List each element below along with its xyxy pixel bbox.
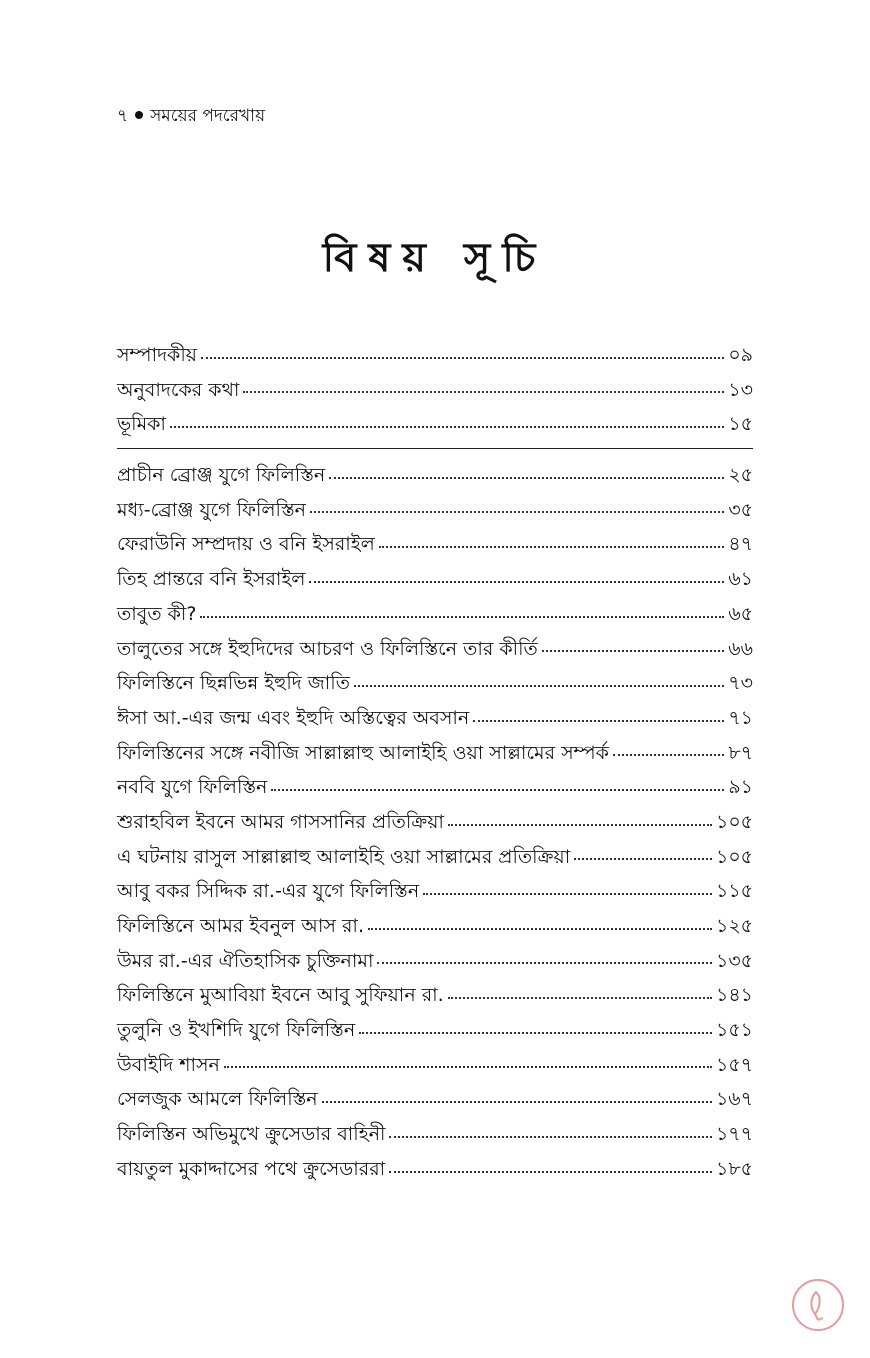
toc-entry-page: ৬১ bbox=[728, 568, 753, 591]
dot-leader bbox=[448, 997, 712, 999]
toc-entry bbox=[117, 770, 753, 805]
toc-entry-title: ফিলিস্তিনের সঙ্গে নবীজি সাল্লাল্লাহু আলাইহি ওয়া সাল্লামের সম্পর্ক bbox=[117, 741, 609, 764]
dot-leader bbox=[368, 928, 712, 930]
toc-entry-page: ১৮৫ bbox=[716, 1157, 753, 1180]
toc-entry-page: ১৩৫ bbox=[715, 949, 753, 972]
table-of-contents bbox=[117, 338, 753, 1187]
dot-leader bbox=[542, 650, 724, 652]
toc-entry-page: ৭৩ bbox=[728, 672, 753, 695]
dot-leader bbox=[224, 1066, 712, 1068]
dot-leader bbox=[448, 824, 712, 826]
toc-entry-page: ৮৭ bbox=[728, 741, 753, 764]
toc-entry bbox=[117, 840, 753, 875]
contents-title: বিষয় সূচি bbox=[322, 235, 548, 281]
dot-leader bbox=[423, 893, 712, 895]
toc-entry-title: তুলুনি ও ইখশিদি যুগে ফিলিস্তিন bbox=[117, 1019, 356, 1042]
toc-entry-title: ভূমিকা bbox=[117, 413, 166, 436]
dot-leader bbox=[389, 1136, 711, 1138]
toc-entry-title: ফেরাউনি সম্প্রদায় ও বনি ইসরাইল bbox=[117, 533, 375, 556]
toc-entry bbox=[117, 562, 753, 597]
feather-pen-logo-icon bbox=[791, 1278, 845, 1332]
toc-entry bbox=[117, 1152, 753, 1187]
toc-entry-page: ৬৬ bbox=[728, 637, 753, 660]
dot-leader bbox=[271, 789, 724, 791]
dot-leader bbox=[329, 477, 724, 479]
toc-entry-page: ১৫১ bbox=[716, 1019, 753, 1042]
dot-leader bbox=[200, 616, 724, 618]
dot-leader bbox=[613, 754, 724, 756]
toc-entry-title: বায়তুল মুকাদ্দাসের পথে ক্রুসেডাররা bbox=[117, 1157, 386, 1180]
toc-entry-title: তালুতের সঙ্গে ইহুদিদের আচরণ ও ফিলিস্তিনে তার কীর্তি bbox=[117, 637, 538, 660]
toc-entry-page: ৯১ bbox=[728, 776, 753, 799]
toc-entry bbox=[117, 373, 753, 408]
toc-entry-page: ১৫৭ bbox=[715, 1053, 753, 1076]
dot-leader bbox=[201, 357, 724, 359]
toc-entry-title: ফিলিস্তিনে ছিন্নভিন্ন ইহুদি জাতি bbox=[117, 672, 350, 695]
toc-entry-title: অনুবাদকের কথা bbox=[117, 378, 240, 401]
dot-leader bbox=[310, 511, 724, 513]
toc-entry bbox=[117, 1048, 753, 1083]
toc-entry bbox=[117, 944, 753, 979]
toc-entry bbox=[117, 978, 753, 1013]
toc-entry-page: ১৫ bbox=[728, 413, 753, 436]
toc-front-matter bbox=[117, 338, 753, 442]
toc-entry-title: প্রাচীন ব্রোঞ্জ যুগে ফিলিস্তিন bbox=[117, 464, 326, 487]
toc-entry-title: সম্পাদকীয় bbox=[117, 344, 197, 366]
dot-leader bbox=[359, 1032, 712, 1034]
toc-entry-page: ৭১ bbox=[728, 706, 753, 729]
toc-entry bbox=[117, 736, 753, 771]
toc-entry bbox=[117, 666, 753, 701]
toc-entry bbox=[117, 701, 753, 736]
toc-chapters bbox=[117, 458, 753, 1186]
dot-leader bbox=[389, 1171, 712, 1173]
toc-entry-title: ফিলিস্তিন অভিমুখে ক্রুসেডার বাহিনী bbox=[117, 1123, 386, 1146]
toc-entry bbox=[117, 874, 753, 909]
toc-entry-page: ১০৫ bbox=[715, 810, 753, 833]
dot-leader bbox=[379, 546, 724, 548]
toc-entry-page: ১৭৭ bbox=[715, 1123, 753, 1146]
running-header bbox=[117, 104, 265, 128]
toc-entry bbox=[117, 597, 753, 632]
toc-entry-page: ০৯ bbox=[728, 344, 753, 366]
header-page-number: ৭ bbox=[117, 106, 129, 126]
toc-entry-title: তাবুত কী? bbox=[117, 602, 197, 625]
toc-entry-title: শুরাহবিল ইবনে আমর গাসসানির প্রতিক্রিয়া bbox=[117, 810, 444, 833]
toc-entry bbox=[117, 1082, 753, 1117]
toc-divider bbox=[117, 448, 753, 449]
dot-leader bbox=[574, 858, 712, 860]
bullet-icon bbox=[135, 111, 143, 119]
toc-entry-page: ৩৫ bbox=[728, 498, 753, 521]
toc-entry bbox=[117, 805, 753, 840]
toc-entry-title: ঈসা আ.-এর জন্ম এবং ইহুদি অস্তিত্বের অবসান bbox=[117, 706, 470, 729]
toc-entry-title: উমর রা.-এর ঐতিহাসিক চুক্তিনামা bbox=[117, 949, 374, 972]
toc-entry bbox=[117, 338, 753, 373]
dot-leader bbox=[309, 581, 724, 583]
toc-entry-page: ৪৭ bbox=[728, 533, 753, 556]
header-book-title: সময়ের পদরেখায় bbox=[150, 106, 266, 126]
toc-entry bbox=[117, 407, 753, 442]
toc-entry bbox=[117, 632, 753, 667]
dot-leader bbox=[170, 426, 724, 428]
toc-entry-page: ১১৫ bbox=[716, 880, 753, 903]
toc-entry-title: উবাইদি শাসন bbox=[117, 1053, 220, 1076]
dot-leader bbox=[377, 962, 712, 964]
dot-leader bbox=[243, 391, 724, 393]
toc-entry bbox=[117, 527, 753, 562]
toc-entry bbox=[117, 458, 753, 493]
toc-entry-title: ফিলিস্তিনে মুআবিয়া ইবনে আবু সুফিয়ান রা. bbox=[117, 984, 444, 1007]
toc-entry-page: ১২৫ bbox=[715, 915, 753, 937]
toc-entry-page: ১৬৭ bbox=[715, 1088, 753, 1111]
dot-leader bbox=[473, 720, 724, 722]
toc-entry-page: ১০৫ bbox=[715, 845, 753, 868]
toc-entry-title: ফিলিস্তিনে আমর ইবনুল আস রা. bbox=[117, 915, 364, 937]
toc-entry-page: ১৩ bbox=[728, 378, 753, 401]
toc-entry-page: ৬৫ bbox=[728, 602, 753, 625]
toc-entry-title: তিহ প্রান্তরে বনি ইসরাইল bbox=[117, 568, 306, 591]
toc-entry-page: ১৪১ bbox=[716, 984, 753, 1007]
toc-entry bbox=[117, 909, 753, 944]
toc-entry-title: নববি যুগে ফিলিস্তিন bbox=[117, 776, 268, 799]
toc-entry-page: ২৫ bbox=[728, 464, 753, 487]
toc-entry-title: সেলজুক আমলে ফিলিস্তিন bbox=[117, 1088, 318, 1111]
dot-leader bbox=[354, 685, 724, 687]
toc-entry bbox=[117, 1013, 753, 1048]
dot-leader bbox=[322, 1101, 712, 1103]
toc-entry-title: আবু বকর সিদ্দিক রা.-এর যুগে ফিলিস্তিন bbox=[117, 880, 420, 903]
toc-entry bbox=[117, 1117, 753, 1152]
toc-entry bbox=[117, 493, 753, 528]
toc-entry-title: এ ঘটনায় রাসুল সাল্লাল্লাহু আলাইহি ওয়া সাল্লামের প্রতিক্রিয়া bbox=[117, 845, 571, 868]
toc-entry-title: মধ্য-ব্রোঞ্জ যুগে ফিলিস্তিন bbox=[117, 498, 306, 521]
